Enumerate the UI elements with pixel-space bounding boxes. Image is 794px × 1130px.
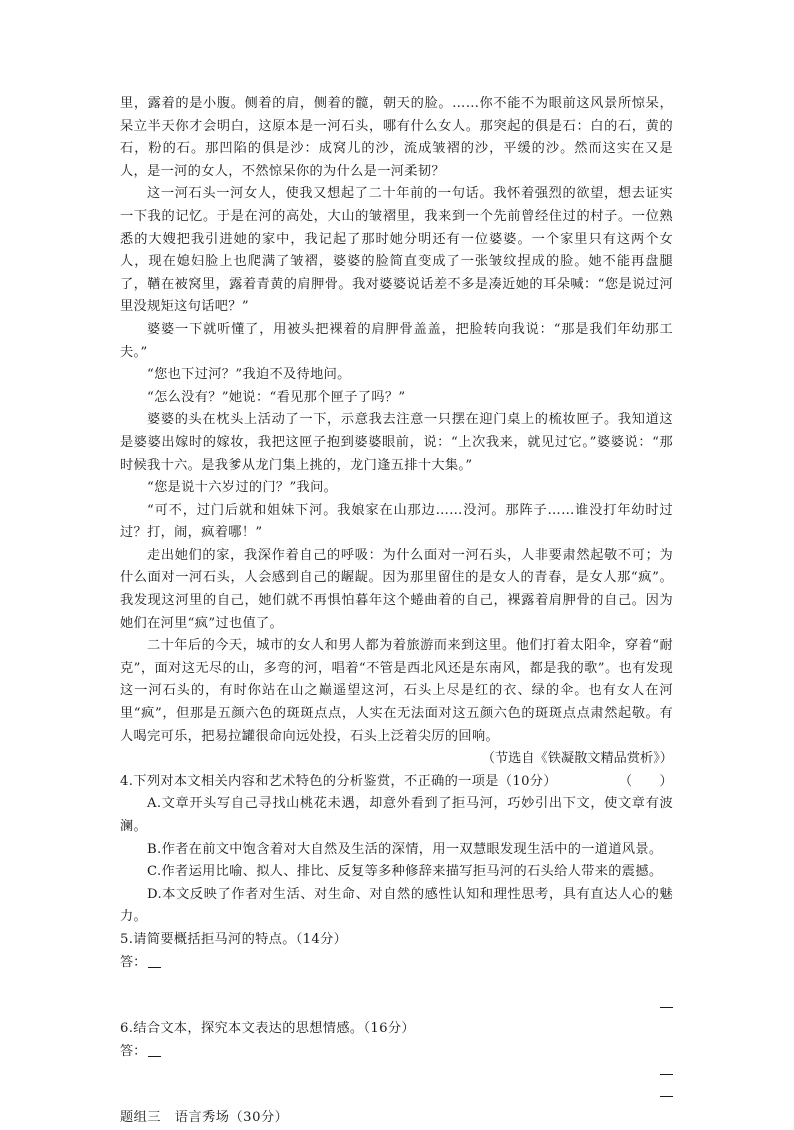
option-c: C.作者运用比喻、拟人、排比、反复等多种修辞来描写拒马河的石头给人带来的震撼。	[147, 864, 663, 880]
answer-blank-line[interactable]	[120, 996, 673, 1018]
question-4	[120, 771, 673, 929]
answer-label: 答：	[120, 954, 147, 970]
question-5	[120, 929, 673, 1018]
question-4-line	[120, 771, 673, 794]
answer-blank-line[interactable]	[120, 1085, 673, 1107]
reading-passage	[120, 93, 673, 771]
question-5-stem: 5.请简要概括拒马河的特点。（14分）	[120, 931, 348, 947]
section-heading: 题组三 语言秀场（30分）	[120, 1110, 289, 1126]
option-d: D.本文反映了作者对生活、对生命、对自然的感性认知和理性思考，具有直达人心的魅力。	[120, 886, 673, 925]
answer-line[interactable]	[120, 1041, 673, 1064]
answer-blank-line[interactable]	[120, 974, 673, 996]
passage-paragraph: 婆婆的头在枕头上活动了一下，示意我去注意一只摆在迎门桌上的梳妆匣子。我知道这是婆婆出嫁时的嫁妆，我把这匣子抱到婆婆眼前，说：“上次我来，就见过它。”婆婆说：“那时候我十六。是我爹从龙门集上挑的，龙门逢五排十大集。”	[120, 412, 673, 473]
answer-line[interactable]	[120, 952, 673, 975]
passage-paragraph: “您是说十六岁过的门？”我问。	[147, 480, 338, 496]
answer-paren[interactable]: （ ）	[618, 773, 673, 789]
passage-paragraph: 这一河石头一河女人，使我又想起了二十年前的一句话。我怀着强烈的欲望，想去证实一下我的记忆。于是在河的高处，大山的皱褶里，我来到一个先前曾经住过的村子。一位熟悉的大嫂把我引进她的家中，我记起了那时她分明还有一位婆婆。一个家里只有这两个女人，现在媳妇脸上也爬满了皱褶，婆婆的脸简直变成了一张皱纹捏成的脸。她不能再盘腿了，鞧在被窝里，露着青黄的肩胛骨。我对婆婆说话差不多是凑近她的耳朵喊：“您是说过河里没规矩这句话吧？”	[120, 186, 673, 315]
passage-paragraph: 婆婆一下就听懂了，用被头把裸着的肩胛骨盖盖，把脸转向我说：“那是我们年幼那工夫。”	[120, 321, 673, 360]
passage-paragraph: “怎么没有？”她说：“看见那个匣子了吗？”	[147, 389, 406, 405]
passage-paragraph: “您也下过河？”我迫不及待地问。	[147, 367, 351, 383]
question-4-stem: 4.下列对本文相关内容和艺术特色的分析鉴赏，不正确的一项是（10分）	[120, 773, 557, 789]
passage-paragraph: “可不，过门后就和姐妹下河。我娘家在山那边……没河。那阵子……谁没打年幼时过过？打，闹，疯着哪！”	[120, 502, 673, 541]
passage-paragraph: 二十年后的今天，城市的女人和男人都为着旅游而来到这里。他们打着太阳伞，穿着“耐克”，面对这无尽的山，多弯的河，唱着“不管是西北风还是东南风，都是我的歌”。也有发现这一河石头的，有时你站在山之巅遥望这河，石头上尽是红的衣、绿的伞。也有女人在河里“疯”，但那是五颜六色的斑斑点点，人实在无法面对这五颜六色的斑斑点点肃然起敬。有人喝完可乐，把易拉罐很命向远处投，石头上泛着尖厉的回响。	[120, 638, 673, 744]
passage-paragraph: 走出她们的家，我深作着自己的呼吸：为什么面对一河石头，人非要肃然起敬不可；为什么面对一河石头，人会感到自己的龌龊。因为那里留住的是女人的青春，是女人那“疯”。我发现这河里的自己，她们就不再惧怕暮年这个蜷曲着的自己，裸露着肩胛骨的自己。因为她们在河里“疯”过也值了。	[120, 547, 673, 631]
passage-source: （节选自《铁凝散文精品赏析》）	[481, 751, 673, 767]
option-b: B.作者在前文中饱含着对大自然及生活的深情，用一双慧眼发现生活中的一道道风景。	[147, 841, 663, 857]
answer-blank[interactable]	[148, 1042, 161, 1057]
passage-paragraph: 里，露着的是小腹。侧着的肩，侧着的髋，朝天的脸。……你不能不为眼前这风景所惊呆，呆立半天你才会明白，这原本是一河石头，哪有什么女人。那突起的俱是石：白的石，黄的石，粉的石。那凹陷的俱是沙：成窝儿的沙，流成皱褶的沙，平缓的沙。然而这实在又是人，是一河的女人，不然惊呆你的为什么是一河柔韧？	[120, 96, 673, 179]
page-content	[120, 93, 673, 1130]
option-a: A.文章开头写自己寻找山桃花未遇，却意外看到了拒马河，巧妙引出下文，使文章有波澜。	[120, 796, 673, 834]
question-6	[120, 1018, 673, 1107]
answer-label: 答：	[120, 1043, 147, 1059]
answer-blank-line[interactable]	[120, 1063, 673, 1085]
question-6-stem: 6.结合文本，探究本文表达的思想情感。（16分）	[120, 1021, 415, 1037]
answer-blank[interactable]	[148, 953, 161, 968]
